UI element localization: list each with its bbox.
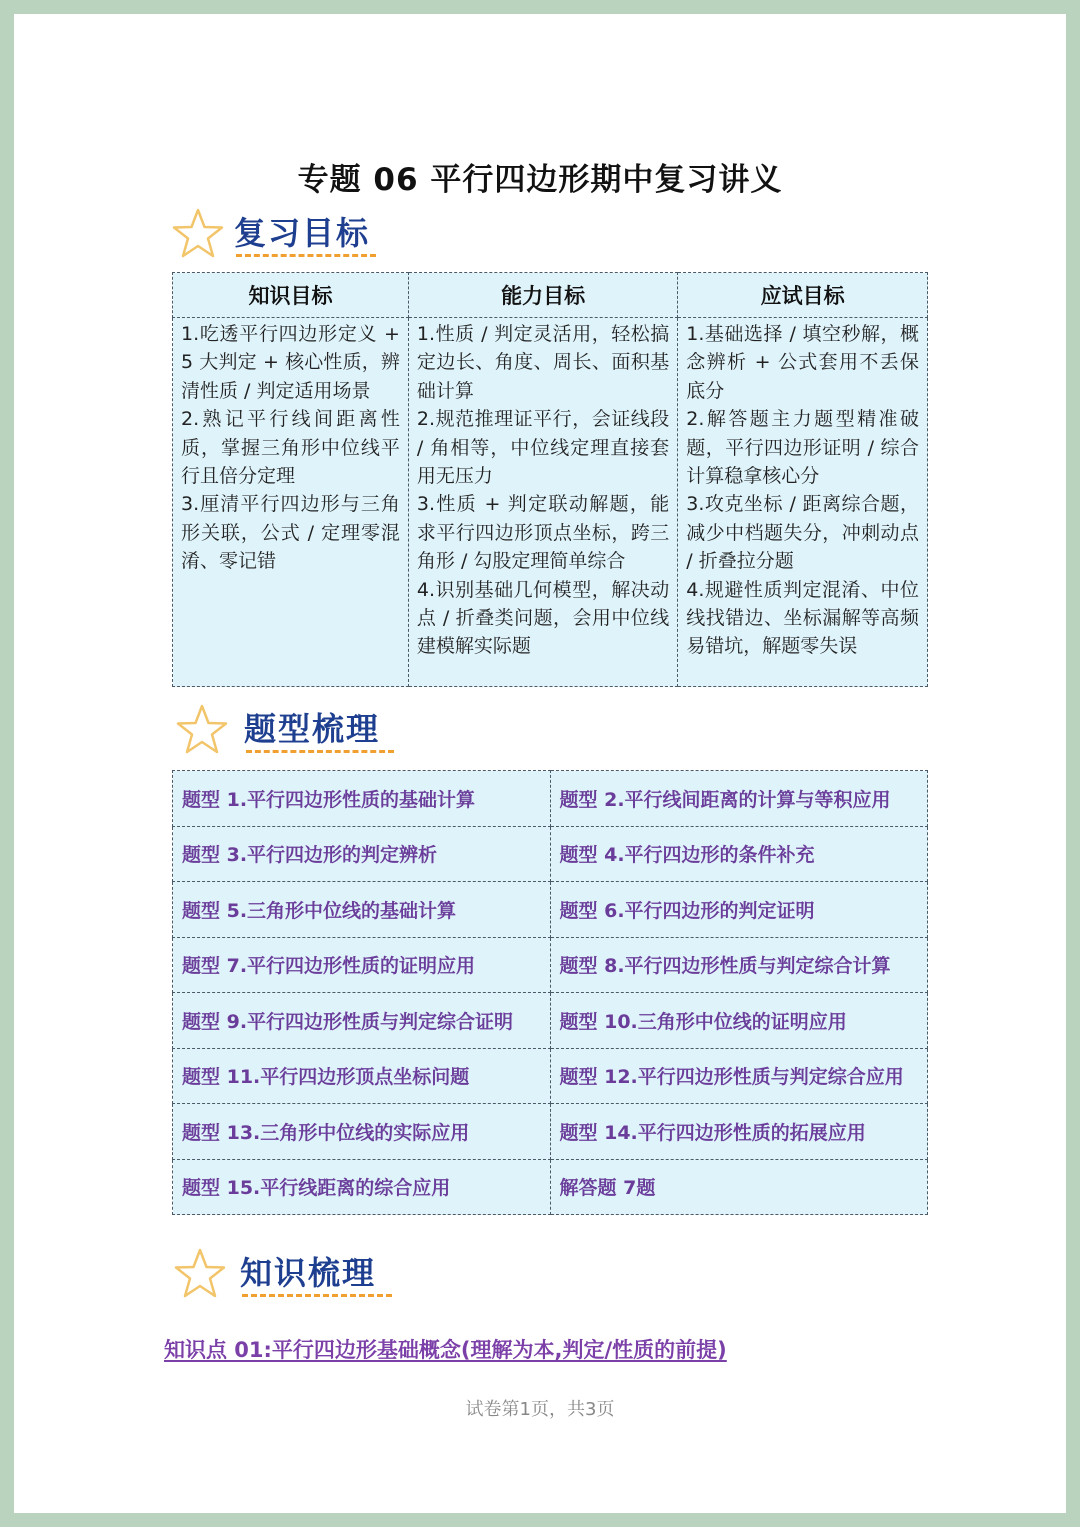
question-type-item[interactable]: 题型 3.平行四边形的判定辨析 [173,826,551,882]
question-type-item[interactable]: 题型 1.平行四边形性质的基础计算 [173,771,551,827]
header-ability-goals: 能力目标 [408,273,677,318]
header-exam-goals: 应试目标 [678,273,928,318]
section-title-underline [246,750,394,753]
question-type-item[interactable]: 解答题 7题 [550,1159,928,1215]
goal-item: 4.规避性质判定混淆、中位线找错边、坐标漏解等高频易错坑，解题零失误 [686,578,919,658]
question-type-item[interactable]: 题型 11.平行四边形顶点坐标问题 [173,1048,551,1104]
table-row [173,318,928,687]
question-type-item[interactable]: 题型 12.平行四边形性质与判定综合应用 [550,1048,928,1104]
section-title: 复习目标 [234,214,371,252]
exam-goals-cell [678,318,928,687]
question-type-item[interactable]: 题型 2.平行线间距离的计算与等积应用 [550,771,928,827]
ability-goals-cell [408,318,677,687]
knowledge-point-link[interactable]: 知识点 01:平行四边形基础概念(理解为本,判定/性质的前提) [164,1338,727,1362]
header-knowledge-goals: 知识目标 [173,273,409,318]
page-title: 专题 06 平行四边形期中复习讲义 [297,162,783,198]
goal-item: 2.解答题主力题型精准破题，平行四边形证明 / 综合计算稳拿核心分 [686,408,919,488]
star-outline-icon [172,1246,228,1302]
table-row [173,937,928,993]
section-title: 知识梳理 [240,1254,377,1292]
question-type-item[interactable]: 题型 10.三角形中位线的证明应用 [550,993,928,1049]
table-row [173,1159,928,1215]
goal-item: 2.熟记平行线间距离性质，掌握三角形中位线平行且倍分定理 [181,408,400,488]
knowledge-goals-cell [173,318,409,687]
document-page [14,14,1066,1513]
goal-item: 3.厘清平行四边形与三角形关联，公式 / 定理零混淆、零记错 [181,493,400,573]
question-type-item[interactable]: 题型 4.平行四边形的条件补充 [550,826,928,882]
goal-item: 1.基础选择 / 填空秒解，概念辨析 + 公式套用不丢保底分 [686,323,919,402]
table-row [173,1104,928,1160]
question-type-item[interactable]: 题型 8.平行四边形性质与判定综合计算 [550,937,928,993]
review-goals-table [172,272,928,687]
table-row [173,882,928,938]
question-type-item[interactable]: 题型 6.平行四边形的判定证明 [550,882,928,938]
goal-item: 1.性质 / 判定灵活用，轻松搞定边长、角度、周长、面积基础计算 [416,323,670,402]
goal-item: 1.吃透平行四边形定义 + 5 大判定 + 核心性质，辨清性质 / 判定适用场景 [181,323,400,402]
goal-item: 3.攻克坐标 / 距离综合题，减少中档题失分，冲刺动点 / 折叠拉分题 [686,493,919,573]
section-title-underline [236,254,376,257]
question-type-item[interactable]: 题型 15.平行线距离的综合应用 [173,1159,551,1215]
question-type-item[interactable]: 题型 14.平行四边形性质的拓展应用 [550,1104,928,1160]
goal-item: 3.性质 + 判定联动解题，能求平行四边形顶点坐标，跨三角形 / 勾股定理简单综合 [416,493,670,573]
section-title-underline [242,1294,392,1297]
section-header-knowledge [172,1246,412,1310]
table-row [173,771,928,827]
question-type-item[interactable]: 题型 7.平行四边形性质的证明应用 [173,937,551,993]
table-row [173,1048,928,1104]
question-type-item[interactable]: 题型 5.三角形中位线的基础计算 [173,882,551,938]
section-title: 题型梳理 [244,710,381,748]
goal-item: 4.识别基础几何模型，解决动点 / 折叠类问题，会用中位线建模解实际题 [416,578,670,658]
section-header-review-goals [170,206,400,270]
star-outline-icon [170,206,226,262]
goal-item: 2.规范推理证平行，会证线段 / 角相等，中位线定理直接套用无压力 [416,408,670,488]
question-type-item[interactable]: 题型 9.平行四边形性质与判定综合证明 [173,993,551,1049]
question-type-item[interactable]: 题型 13.三角形中位线的实际应用 [173,1104,551,1160]
question-types-table [172,770,928,1215]
page-footer: 试卷第1页，共3页 [465,1399,615,1420]
section-header-question-types [174,702,414,766]
table-header-row [173,273,928,318]
star-outline-icon [174,702,230,758]
table-row [173,993,928,1049]
table-row [173,826,928,882]
